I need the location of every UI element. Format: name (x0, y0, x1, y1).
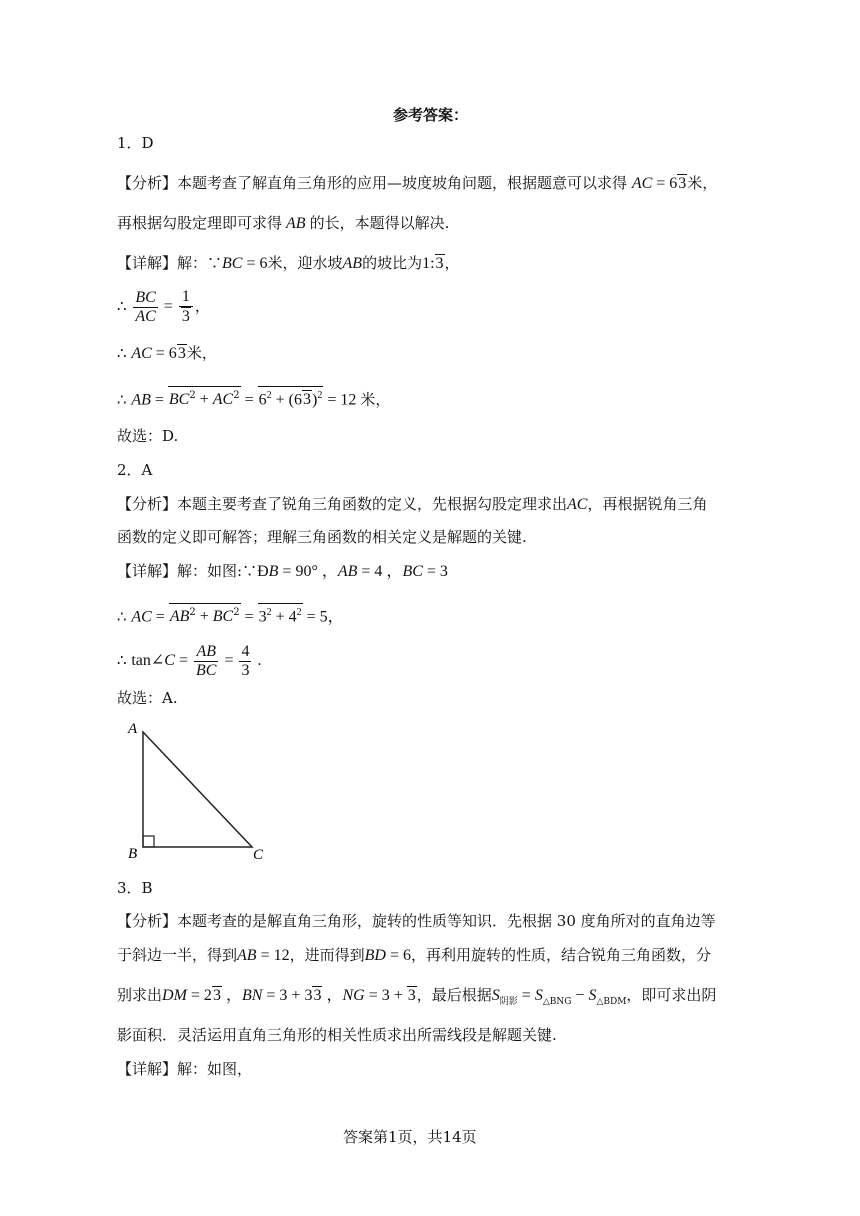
q1-analysis-line-1: 【分析】本题考查了解直角三角形的应用—坡度坡角问题，根据题意可以求得 AC = 63米， (117, 174, 718, 192)
fraction: $\frac{1}{3}$ (179, 288, 193, 326)
q3-number: 3．B (117, 879, 153, 897)
triangle-shape (143, 732, 252, 847)
vertex-label-a: A (128, 721, 138, 737)
q2-conclusion: 故选：A. (117, 689, 178, 707)
page-title: 参考答案： (393, 106, 469, 124)
q2-analysis-line-1: 【分析】本题主要考查了锐角三角函数的定义，先根据勾股定理求出AC，再根据锐角三角 (117, 495, 708, 513)
q1-detail-line-1: 【详解】解：∵BC = 6米，迎水坡AB的坡比为1:3， (117, 254, 460, 272)
q2-number: 2．A (117, 461, 153, 479)
right-angle-marker (143, 836, 154, 847)
q1-step-ab: ∴ AB = $BC^2 + AC^2 = 6^2 + (63)^2 = 12$ 米， (117, 386, 390, 410)
q1-number: 1．D (117, 134, 154, 152)
vertex-label-c: C (253, 847, 264, 863)
analysis-tag: 【分析】 (117, 912, 178, 930)
detail-tag: 【详解】 (117, 562, 178, 580)
math-expr: AC (631, 175, 653, 192)
q3-analysis-line-2: 于斜边一半，得到AB = 12，进而得到BD = 6，再利用旋转的性质，结合锐角三角函数，分 (117, 946, 711, 964)
analysis-tag: 【分析】 (117, 174, 178, 192)
q1-step-ratio: ∴ $\frac{BC}{AC}$ = $\frac{1}{3}$ ， (117, 288, 210, 325)
q1-step-ac: ∴ AC = 63米， (117, 344, 217, 362)
q3-detail-line-1: 【详解】解：如图， (117, 1060, 253, 1078)
detail-tag: 【详解】 (117, 1060, 178, 1078)
q3-analysis-line-1: 【分析】本题考查的是解直角三角形，旋转的性质等知识．先根据 30 度角所对的直角边等 (117, 912, 716, 930)
page-footer: 答案第1页，共14页 (343, 1128, 477, 1146)
right-triangle-figure (120, 715, 280, 865)
fraction: $\frac{AB}{BC}$ (195, 642, 217, 679)
q2-step-ac: ∴ AC = $AB^2 + BC^2 = 3^2 + 4^2 = 5$， (117, 603, 344, 627)
q2-step-tan: ∴ tan∠C = $\frac{AB}{BC}$ = $\frac{4}{3}$ . (117, 642, 262, 679)
q1-analysis-line-2: 再根据勾股定理即可求得 AB 的长，本题得以解决. (117, 214, 450, 232)
fraction: $\frac{4}{3}$ (241, 642, 250, 679)
fraction: $\frac{BC}{AC}$ (135, 288, 156, 325)
sqrt-expr: 3 (678, 175, 687, 192)
q3-analysis-line-3: 别求出DM = 23 ，BN = 3 + 33 ，NG = 3 + 3，最后根据$S_{阴影} = S_{\triangle BNG} - S_{\triangle BDM}$，即可求出阴 (117, 986, 717, 1007)
q2-detail-line-1: 【详解】解：如图:∵ÐB = 90° ，AB = 4 ，BC = 3 (117, 562, 448, 580)
analysis-tag: 【分析】 (117, 495, 178, 513)
detail-tag: 【详解】 (117, 254, 178, 272)
q1-conclusion: 故选：D. (117, 427, 179, 445)
q2-analysis-line-2: 函数的定义即可解答；理解三角函数的相关定义是解题的关键. (117, 528, 527, 546)
vertex-label-b: B (128, 846, 138, 862)
q1-analysis-text: 本题考查了解直角三角形的应用—坡度坡角问题，根据题意可以求得 (177, 174, 628, 192)
q3-analysis-line-4: 影面积．灵活运用直角三角形的相关性质求出所需线段是解题关键. (117, 1026, 557, 1044)
